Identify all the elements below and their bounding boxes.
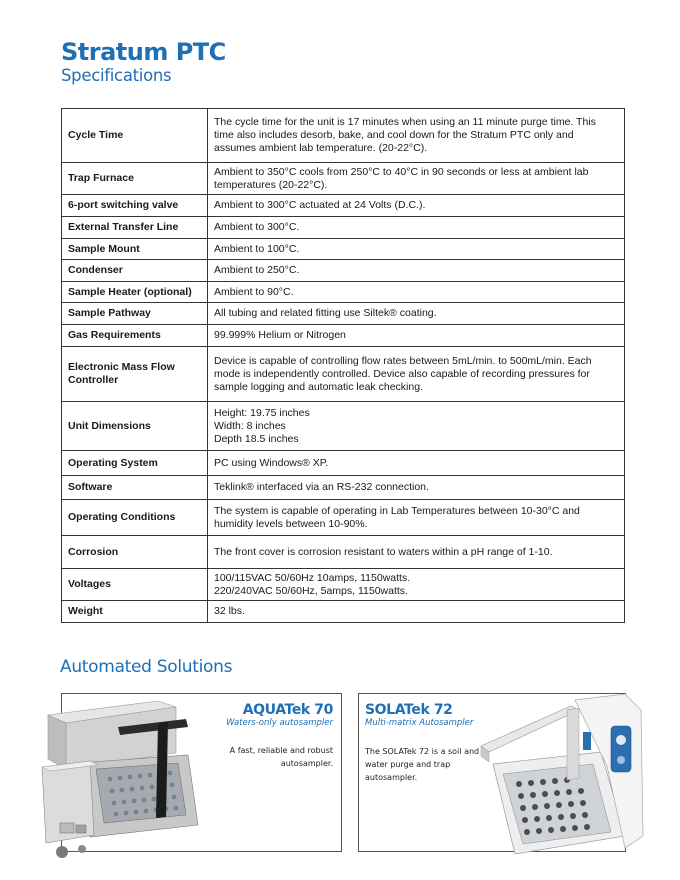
spec-label: Corrosion xyxy=(62,536,208,569)
spec-row xyxy=(62,325,625,347)
spec-value: Device is capable of controlling flow rates between 5mL/min. to 500mL/min. Each mode is independently controlled. Device also capable of recording pressures for sample logging and automatic leak checking. xyxy=(208,347,625,402)
page-subtitle: Specifications xyxy=(61,66,172,85)
spec-label: Voltages xyxy=(62,569,208,601)
spec-row xyxy=(62,402,625,451)
spec-value: 100/115VAC 50/60Hz 10amps, 1150watts. 220/240VAC 50/60Hz, 5amps, 1150watts. xyxy=(208,569,625,601)
product-description: The SOLATek 72 is a soil and water purge and trap autosampler. xyxy=(365,747,480,782)
spec-row xyxy=(62,163,625,195)
spec-value: 99.999% Helium or Nitrogen xyxy=(208,325,625,347)
section-heading: Automated Solutions xyxy=(60,657,233,677)
product-tagline: Multi-matrix Autosampler xyxy=(365,718,474,728)
spec-value: The cycle time for the unit is 17 minutes when using an 11 minute purge time. This time also includes desorb, bake, and cool down for the Stratum PTC only and assumes ambient lab temperature. (20-22°C). xyxy=(208,109,625,163)
aquatek-info xyxy=(183,702,333,770)
product-card-aquatek xyxy=(61,693,342,852)
spec-label: Unit Dimensions xyxy=(62,402,208,451)
spec-label: Condenser xyxy=(62,260,208,282)
spec-row xyxy=(62,569,625,601)
spec-row xyxy=(62,451,625,476)
spec-value: Ambient to 100°C. xyxy=(208,239,625,260)
spec-label: Weight xyxy=(62,601,208,623)
spec-row xyxy=(62,500,625,536)
spec-row xyxy=(62,303,625,325)
solatek-info xyxy=(365,702,485,784)
spec-value: Ambient to 90°C. xyxy=(208,282,625,303)
spec-label: Cycle Time xyxy=(62,109,208,163)
spec-label: Electronic Mass Flow Controller xyxy=(62,347,208,402)
spec-row xyxy=(62,282,625,303)
spec-label: Operating System xyxy=(62,451,208,476)
spec-label: Operating Conditions xyxy=(62,500,208,536)
spec-value: Teklink® interfaced via an RS-232 connection. xyxy=(208,476,625,500)
spec-row xyxy=(62,239,625,260)
spec-row xyxy=(62,260,625,282)
spec-row xyxy=(62,109,625,163)
spec-value: 32 lbs. xyxy=(208,601,625,623)
spec-row xyxy=(62,476,625,500)
spec-label: External Transfer Line xyxy=(62,217,208,239)
specifications-table xyxy=(61,108,625,623)
solatek-autosampler-image xyxy=(475,686,645,861)
spec-value: Ambient to 250°C. xyxy=(208,260,625,282)
spec-value: Ambient to 350°C cools from 250°C to 40°C in 90 seconds or less at ambient lab temperatures (20-22°C). xyxy=(208,163,625,195)
product-card-solatek xyxy=(358,693,626,852)
spec-label: Gas Requirements xyxy=(62,325,208,347)
spec-value: PC using Windows® XP. xyxy=(208,451,625,476)
spec-label: Sample Heater (optional) xyxy=(62,282,208,303)
spec-label: Sample Pathway xyxy=(62,303,208,325)
spec-label: Software xyxy=(62,476,208,500)
spec-value: All tubing and related fitting use Siltek® coating. xyxy=(208,303,625,325)
spec-value: Ambient to 300°C. xyxy=(208,217,625,239)
spec-label: Sample Mount xyxy=(62,239,208,260)
spec-row xyxy=(62,195,625,217)
spec-row xyxy=(62,217,625,239)
spec-row xyxy=(62,601,625,623)
page-title: Stratum PTC xyxy=(61,38,226,66)
spec-value: Ambient to 300°C actuated at 24 Volts (D.C.). xyxy=(208,195,625,217)
product-name: SOLATek 72 xyxy=(365,702,453,718)
product-description: A fast, reliable and robust autosampler. xyxy=(229,746,333,768)
spec-row xyxy=(62,536,625,569)
spec-value: Height: 19.75 inches Width: 8 inches Depth 18.5 inches xyxy=(208,402,625,451)
aquatek-autosampler-image xyxy=(38,697,206,862)
spec-label: Trap Furnace xyxy=(62,163,208,195)
spec-value: The front cover is corrosion resistant to waters within a pH range of 1-10. xyxy=(208,536,625,569)
spec-row xyxy=(62,347,625,402)
product-tagline: Waters-only autosampler xyxy=(226,718,333,728)
product-name: AQUATek 70 xyxy=(242,702,333,718)
spec-value: The system is capable of operating in Lab Temperatures between 10-30°C and humidity levels between 10-90%. xyxy=(208,500,625,536)
spec-label: 6-port switching valve xyxy=(62,195,208,217)
